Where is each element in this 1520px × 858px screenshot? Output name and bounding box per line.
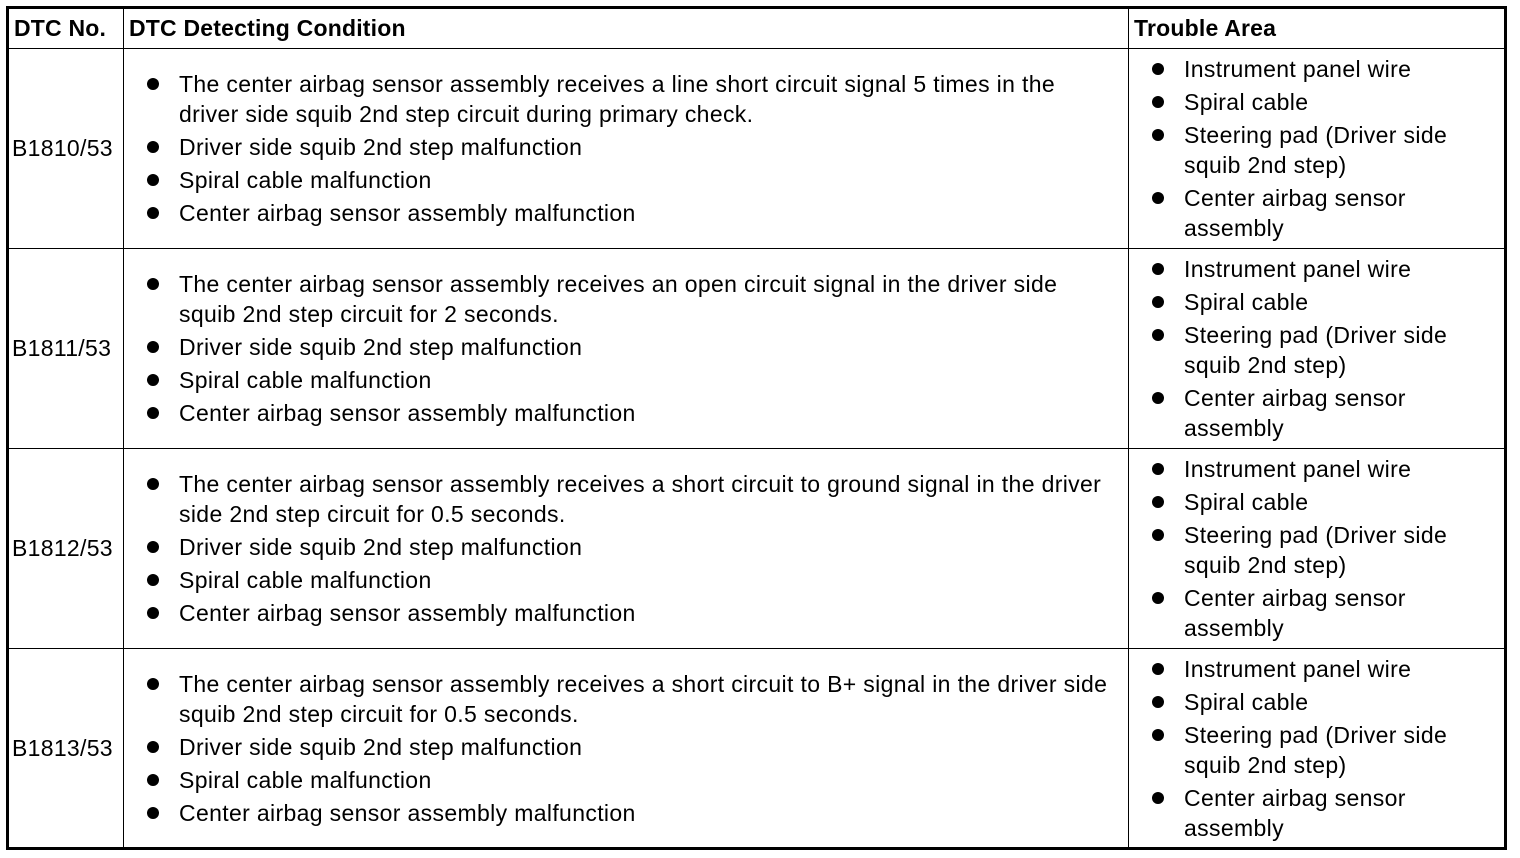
- list-item: [147, 565, 1114, 595]
- bullet-icon: [147, 174, 159, 186]
- list-item: [147, 365, 1114, 395]
- dtc-number: B1810/53: [8, 49, 124, 249]
- list-item: [147, 165, 1114, 195]
- condition-text: The center airbag sensor assembly receives an open circuit signal in the driver side squib 2nd step circuit for 2 seconds.: [179, 271, 1058, 327]
- dtc-number: B1812/53: [8, 449, 124, 649]
- list-item: [147, 469, 1114, 529]
- list-item: [1152, 87, 1498, 117]
- list-item: [147, 532, 1114, 562]
- condition-text: Spiral cable malfunction: [179, 766, 432, 793]
- list-item: [147, 669, 1114, 729]
- trouble-area-text: Center airbag sensor assembly: [1184, 784, 1406, 841]
- list-item: [147, 398, 1114, 428]
- trouble-area-text: Instrument panel wire: [1184, 56, 1412, 82]
- condition-text: Driver side squib 2nd step malfunction: [179, 534, 583, 560]
- bullet-icon: [147, 207, 159, 219]
- condition-text: Center airbag sensor assembly malfunction: [179, 600, 636, 626]
- condition-cell: [124, 49, 1129, 249]
- bullet-icon: [1152, 696, 1164, 708]
- condition-cell: [124, 449, 1129, 649]
- list-item: [147, 69, 1114, 129]
- trouble-area-text: Steering pad (Driver side squib 2nd step): [1184, 122, 1448, 178]
- condition-text: The center airbag sensor assembly receives a short circuit to B+ signal in the driver side squib 2nd step circuit for 0.5 seconds.: [179, 670, 1108, 727]
- bullet-icon: [147, 278, 159, 290]
- trouble-area-text: Instrument panel wire: [1184, 256, 1412, 282]
- condition-cell: [124, 649, 1129, 849]
- trouble-area-cell: [1129, 49, 1506, 249]
- header-trouble-area: Trouble Area: [1129, 8, 1506, 49]
- bullet-icon: [1152, 129, 1164, 141]
- bullet-icon: [1152, 263, 1164, 275]
- table-row: [8, 249, 1506, 449]
- list-item: [1152, 487, 1498, 517]
- condition-text: The center airbag sensor assembly receives a short circuit to ground signal in the driver side 2nd step circuit for 0.5 seconds.: [179, 471, 1102, 527]
- trouble-area-text: Spiral cable: [1184, 688, 1309, 715]
- bullet-icon: [147, 374, 159, 386]
- list-item: [147, 598, 1114, 628]
- trouble-area-text: Spiral cable: [1184, 89, 1309, 115]
- bullet-icon: [1152, 463, 1164, 475]
- table-row: [8, 649, 1506, 849]
- list-item: [1152, 783, 1498, 843]
- list-item: [1152, 320, 1498, 380]
- list-item: [1152, 254, 1498, 284]
- bullet-icon: [147, 478, 159, 490]
- condition-text: Center airbag sensor assembly malfunction: [179, 200, 636, 226]
- bullet-icon: [147, 807, 159, 819]
- bullet-icon: [147, 407, 159, 419]
- trouble-area-text: Steering pad (Driver side squib 2nd step): [1184, 322, 1448, 378]
- bullet-icon: [1152, 329, 1164, 341]
- table-row: [8, 449, 1506, 649]
- condition-list: [124, 269, 1128, 428]
- list-item: [1152, 120, 1498, 180]
- bullet-icon: [147, 541, 159, 553]
- condition-list: [124, 469, 1128, 628]
- bullet-icon: [1152, 529, 1164, 541]
- list-item: [147, 798, 1114, 828]
- trouble-area-text: Steering pad (Driver side squib 2nd step): [1184, 522, 1448, 578]
- condition-text: The center airbag sensor assembly receives a line short circuit signal 5 times in the driver side squib 2nd step circuit during primary check.: [179, 71, 1056, 127]
- header-condition: DTC Detecting Condition: [124, 8, 1129, 49]
- bullet-icon: [1152, 392, 1164, 404]
- list-item: [1152, 654, 1498, 684]
- trouble-area-text: Spiral cable: [1184, 289, 1309, 315]
- condition-text: Center airbag sensor assembly malfunction: [179, 799, 636, 826]
- table-header: [8, 8, 1506, 49]
- list-item: [1152, 383, 1498, 443]
- list-item: [1152, 183, 1498, 243]
- bullet-icon: [1152, 729, 1164, 741]
- trouble-area-text: Center airbag sensor assembly: [1184, 585, 1406, 641]
- bullet-icon: [147, 774, 159, 786]
- condition-text: Spiral cable malfunction: [179, 367, 432, 393]
- bullet-icon: [147, 574, 159, 586]
- list-item: [1152, 687, 1498, 717]
- bullet-icon: [147, 341, 159, 353]
- trouble-area-list: [1129, 254, 1504, 443]
- bullet-icon: [1152, 792, 1164, 804]
- header-row: [8, 8, 1506, 49]
- list-item: [147, 765, 1114, 795]
- bullet-icon: [147, 78, 159, 90]
- condition-text: Driver side squib 2nd step malfunction: [179, 334, 583, 360]
- bullet-icon: [1152, 192, 1164, 204]
- table-body: [8, 49, 1506, 849]
- list-item: [1152, 287, 1498, 317]
- bullet-icon: [1152, 663, 1164, 675]
- trouble-area-cell: [1129, 449, 1506, 649]
- list-item: [1152, 720, 1498, 780]
- trouble-area-cell: [1129, 249, 1506, 449]
- condition-list: [124, 669, 1128, 828]
- bullet-icon: [1152, 496, 1164, 508]
- bullet-icon: [1152, 592, 1164, 604]
- condition-text: Driver side squib 2nd step malfunction: [179, 134, 583, 160]
- condition-list: [124, 69, 1128, 228]
- bullet-icon: [1152, 296, 1164, 308]
- list-item: [147, 732, 1114, 762]
- trouble-area-text: Center airbag sensor assembly: [1184, 385, 1406, 441]
- trouble-area-cell: [1129, 649, 1506, 849]
- trouble-area-list: [1129, 654, 1504, 843]
- condition-cell: [124, 249, 1129, 449]
- trouble-area-text: Steering pad (Driver side squib 2nd step): [1184, 721, 1448, 778]
- list-item: [1152, 54, 1498, 84]
- bullet-icon: [147, 141, 159, 153]
- list-item: [1152, 583, 1498, 643]
- trouble-area-text: Instrument panel wire: [1184, 655, 1412, 682]
- bullet-icon: [1152, 63, 1164, 75]
- bullet-icon: [1152, 96, 1164, 108]
- list-item: [1152, 520, 1498, 580]
- condition-text: Spiral cable malfunction: [179, 167, 432, 193]
- trouble-area-list: [1129, 54, 1504, 243]
- table-row: [8, 49, 1506, 249]
- bullet-icon: [147, 678, 159, 690]
- dtc-number: B1813/53: [8, 649, 124, 849]
- bullet-icon: [147, 741, 159, 753]
- list-item: [1152, 454, 1498, 484]
- condition-text: Spiral cable malfunction: [179, 567, 432, 593]
- bullet-icon: [147, 607, 159, 619]
- trouble-area-text: Instrument panel wire: [1184, 456, 1412, 482]
- dtc-table: [6, 6, 1507, 850]
- trouble-area-text: Spiral cable: [1184, 489, 1309, 515]
- list-item: [147, 132, 1114, 162]
- list-item: [147, 269, 1114, 329]
- list-item: [147, 198, 1114, 228]
- header-dtc-no: DTC No.: [8, 8, 124, 49]
- condition-text: Center airbag sensor assembly malfunction: [179, 400, 636, 426]
- list-item: [147, 332, 1114, 362]
- dtc-number: B1811/53: [8, 249, 124, 449]
- trouble-area-text: Center airbag sensor assembly: [1184, 185, 1406, 241]
- condition-text: Driver side squib 2nd step malfunction: [179, 733, 583, 760]
- trouble-area-list: [1129, 454, 1504, 643]
